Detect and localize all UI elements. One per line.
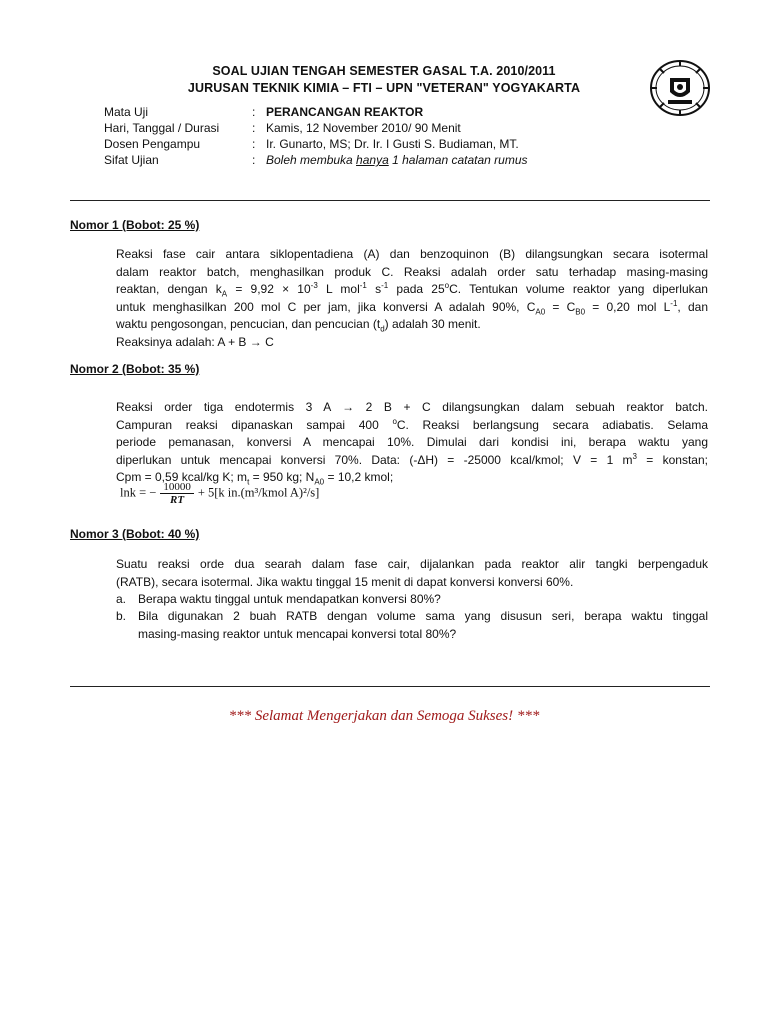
meta-colon: : bbox=[252, 153, 256, 167]
meta-label: Dosen Pengampu bbox=[104, 137, 201, 151]
question-1-heading: Nomor 1 (Bobot: 25 %) bbox=[70, 218, 200, 232]
meta-label: Mata Uji bbox=[104, 105, 149, 119]
question-2-heading: Nomor 2 (Bobot: 35 %) bbox=[70, 362, 200, 376]
bottom-divider bbox=[70, 686, 710, 687]
meta-colon: : bbox=[252, 137, 256, 151]
top-divider bbox=[70, 200, 710, 201]
meta-value: Kamis, 12 November 2010/ 90 Menit bbox=[266, 121, 461, 135]
question-3-text: Suatu reaksi orde dua searah dalam fase cair, dijalankan pada reaktor alir tangki berpengaduk (RATB), secara isotermal. Jika waktu tinggal 15 menit di dapat konversi konversi 60%. bbox=[116, 557, 708, 589]
question-2-text: Reaksi order tiga endotermis 3 A → 2 B + C dilangsungkan dalam sebuah reaktor batch. Campuran reaksi dipanaskan sampai 400 $^o$C. Reaksi berlangsung secara adiabatis. Selama periode pemanasan, konversi A mencapai 10%. Dimulai dari kondisi ini, berapa waktu yang diperlukan untuk mencapai konversi 70%. Data: (-ΔH) = -25000 kcal/kmol; V = 1 $m^3$ = konstan; Cpm = 0,59 kcal/kg K; $m_t = 950$ kg; $N_{A0} = 10,2$ kmol; bbox=[116, 400, 709, 487]
question-3-item-b: b. Bila digunakan 2 buah RATB dengan volume sama yang disusun seri, berapa waktu tinggal masing-masing reaktor untuk mencapai konversi total 80%? bbox=[116, 609, 708, 641]
exam-title-line1: SOAL UJIAN TENGAH SEMESTER GASAL T.A. 2010/2011 bbox=[212, 64, 556, 78]
meta-row-lecturer bbox=[104, 136, 519, 152]
meta-label: Hari, Tanggal / Durasi bbox=[104, 121, 220, 135]
university-seal-logo bbox=[648, 58, 712, 118]
rate-constant-formula: lnk = − $\frac{10000}{RT}$ + 5[k in.(m³/kmol A)²/s] bbox=[120, 481, 320, 506]
meta-colon: : bbox=[252, 121, 256, 135]
meta-value: Boleh membuka hanya 1 halaman catatan rumus bbox=[266, 153, 528, 167]
meta-row-exam-type bbox=[104, 152, 528, 168]
meta-colon: : bbox=[252, 105, 256, 119]
meta-value: Ir. Gunarto, MS; Dr. Ir. I Gusti S. Budiaman, MT. bbox=[266, 137, 519, 151]
meta-label: Sifat Ujian bbox=[104, 153, 159, 167]
question-1-text: Reaksi fase cair antara siklopentadiena (A) dan benzoquinon (B) dilangsungkan secara isotermal dalam reaktor batch, menghasilkan produk C. Reaksi adalah order satu terhadap masing-masing reaktan, dengan $k_A = 9,92 \times 10^{-3}$ L mol$^{-1}$ $s^{-1}$ pada 25$^o$C. Tentukan volume reaktor yang diperlukan untuk menghasilkan 200 mol C per jam, jika konversi A adalah 90%, $C_{A0} = C_{B0} = 0,20$ mol $L^{-1}$, dan waktu pengosongan, pencucian, dan pencucian $(t_d)$ adalah 30 menit. Reaksinya adalah: A + B → C bbox=[116, 247, 708, 349]
meta-row-date bbox=[104, 120, 461, 136]
closing-message: *** Selamat Mengerjakan dan Semoga Sukses! *** bbox=[228, 708, 540, 724]
question-3-heading: Nomor 3 (Bobot: 40 %) bbox=[70, 527, 200, 541]
question-3-item-a: a. Berapa waktu tinggal untuk mendapatkan konversi 80%? bbox=[116, 592, 441, 606]
meta-value: PERANCANGAN REAKTOR bbox=[266, 105, 424, 119]
exam-title-line2: JURUSAN TEKNIK KIMIA – FTI – UPN "VETERAN" YOGYAKARTA bbox=[187, 81, 581, 95]
meta-row-subject bbox=[104, 104, 423, 120]
